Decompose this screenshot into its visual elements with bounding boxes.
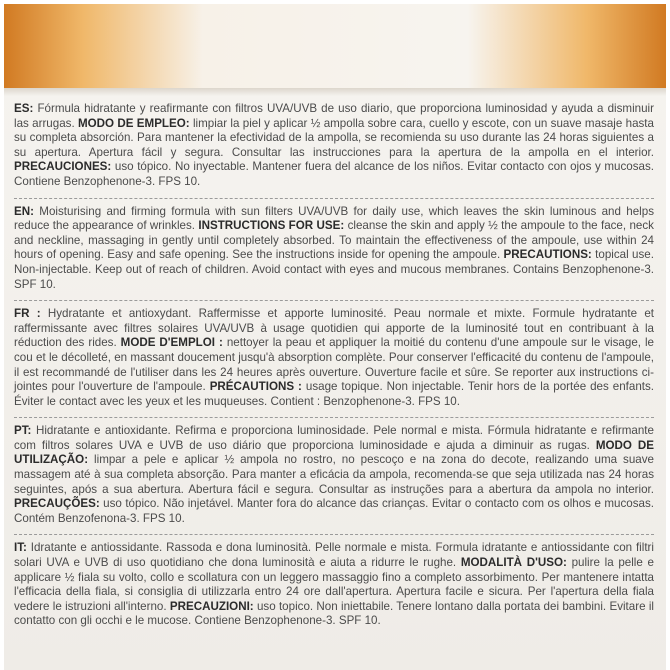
precautions-text: topical use. Non-injectable. Keep out of reach of children. Avoid contact with eyes and mucous membranes. Contains Benzophenone-3. SPF 10. <box>14 248 654 291</box>
usage-text: nettoyer la peau et appliquer la moitié du contenu d'une ampoule sur le visage, le cou et le décolleté, en massant doucement jusqu'à absorption complète. Pour conserver l'efficacité du contenu de l'ampoule, il est recommandé de l'utiliser dans les 24 heures après ouverture. Ouverture facile et sûre. Se reporter aux instructions ci-jointes pour l'ouverture de l'ampoule. <box>14 336 654 394</box>
usage-text: limpiar la piel y aplicar ½ ampolla sobre cara, cuello y escote, con un suave masaje hasta su completa absorción. Para mantener la efectividad de la ampolla, se recomienda su uso durante las 24 horas siguientes a su apertura. Apertura fácil y segura. Consultar las instrucciones para la apertura de la ampolla en el interior. <box>14 116 654 159</box>
section-pt <box>14 418 654 534</box>
section-it <box>14 535 654 637</box>
section-fr <box>14 301 654 417</box>
precautions-text: usage topique. Non injectable. Tenir hors de la portée des enfants. Éviter le contact avec les yeux et les muqueuses. Contient : Benzophenone-3. FPS 10. <box>14 380 655 408</box>
lang-label: EN: <box>14 204 34 218</box>
ingredients-panel <box>14 96 654 637</box>
precautions-heading: PRECAUCIONES: <box>14 160 112 174</box>
precautions-heading: PRECAUZIONI: <box>169 599 254 613</box>
usage-text: cleanse the skin and apply ½ the ampoule to the face, neck and neckline, massaging in gently until completely absorbed. To maintain the effectiveness of the ampoule, use within 24 hours of opening. Easy and safe opening. See the instructions inside for opening the ampoule. <box>14 219 654 262</box>
precautions-text: uso topico. Non iniettabile. Tenere lontano dalla portata dei bambini. Evitare il contatto con gli occhi e le mucose. Contiene Benzophenone-3. SPF 10. <box>14 599 654 628</box>
intro-text: Hidratante e antioxidante. Refirma e proporciona luminosidade. Pele normal e mista. Fórmula hidratante e refirmante com filtros solares UVA e UVB de uso diário que proporciona luminosidade e ajuda a diminuir as rugas. <box>14 424 654 452</box>
lang-label: PT: <box>14 424 32 438</box>
lid-shadow <box>4 88 666 96</box>
box-top-lid <box>4 4 666 88</box>
intro-text: Idratante e antiossidante. Rassoda e dona luminosità. Pelle normale e mista. Formula idratante e antiossidante con filtri solari UVA e UVB di uso quotidiano che dona luminosità e aiuta a ridurre le rughe. <box>14 541 654 570</box>
lang-label: IT: <box>14 541 27 555</box>
precautions-heading: PRECAUTIONS: <box>503 248 592 262</box>
usage-heading: MODE D'EMPLOI : <box>120 336 223 350</box>
lang-label: FR : <box>14 307 41 321</box>
precautions-text: uso tópico. No inyectable. Mantener fuera del alcance de los niños. Evitar contacto con ojos y mucosas. Contiene Benzophenone-3. FPS 10. <box>14 160 654 188</box>
intro-text: Hydratante et antioxydant. Raffermisse et apporte luminosité. Peau normale et mixte. Formule hydratante et raffermissante avec filtres solaires UVA/UVB à usage quotidien qui apporte de la luminosité tout en contribuant à la réduction des rides. <box>14 307 654 350</box>
usage-heading: INSTRUCTIONS FOR USE: <box>198 219 345 233</box>
packaging-box <box>4 4 666 670</box>
lang-label: ES: <box>14 102 34 115</box>
intro-text: Moisturising and firming formula with sun filters UVA/UVB for daily use, which leaves the skin luminous and helps reduce the appearance of wrinkles. <box>14 204 654 233</box>
precautions-text: uso tópico. Não injetável. Manter fora do alcance das crianças. Evitar o contacto com os olhos e mucosas. Contém Benzofenona-3. FPS 10. <box>14 497 654 525</box>
usage-text: limpar a pele e aplicar ½ ampola no rostro, no pescoço e na zona do decote, realizando uma suave massagem até à sua completa absorção. Para manter a eficácia da ampola, recomenda-se que seja utilizada nas 24 horas seguintes, após a sua abertura. Abertura fácil e segura. Consultar as instruções para a abertura da ampola no interior. <box>14 453 654 496</box>
usage-heading: MODO DE UTILIZAÇÃO: <box>14 438 654 467</box>
usage-heading: MODALITÀ D'USO: <box>460 556 567 570</box>
section-es <box>14 96 654 198</box>
usage-text: pulire la pelle e applicare ½ fiala su volto, collo e scollatura con un leggero massaggio fino a completo assorbimento. Per mantenere intatta l'efficacia della fiala, si consiglia di utilizzarla entro 24 ore dall'apertura. Apertura facile e sicura. Per l'apertura della fiala vedere le istruzioni all'interno. <box>14 556 654 613</box>
precautions-heading: PRÉCAUTIONS : <box>209 380 302 394</box>
usage-heading: MODO DE EMPLEO: <box>78 116 190 130</box>
precautions-heading: PRECAUÇÕES: <box>14 497 100 511</box>
section-en <box>14 199 654 301</box>
intro-text: Fórmula hidratante y reafirmante con filtros UVA/UVB de uso diario, que proporciona luminosidad y ayuda a disminuir las arrugas. <box>14 102 654 130</box>
